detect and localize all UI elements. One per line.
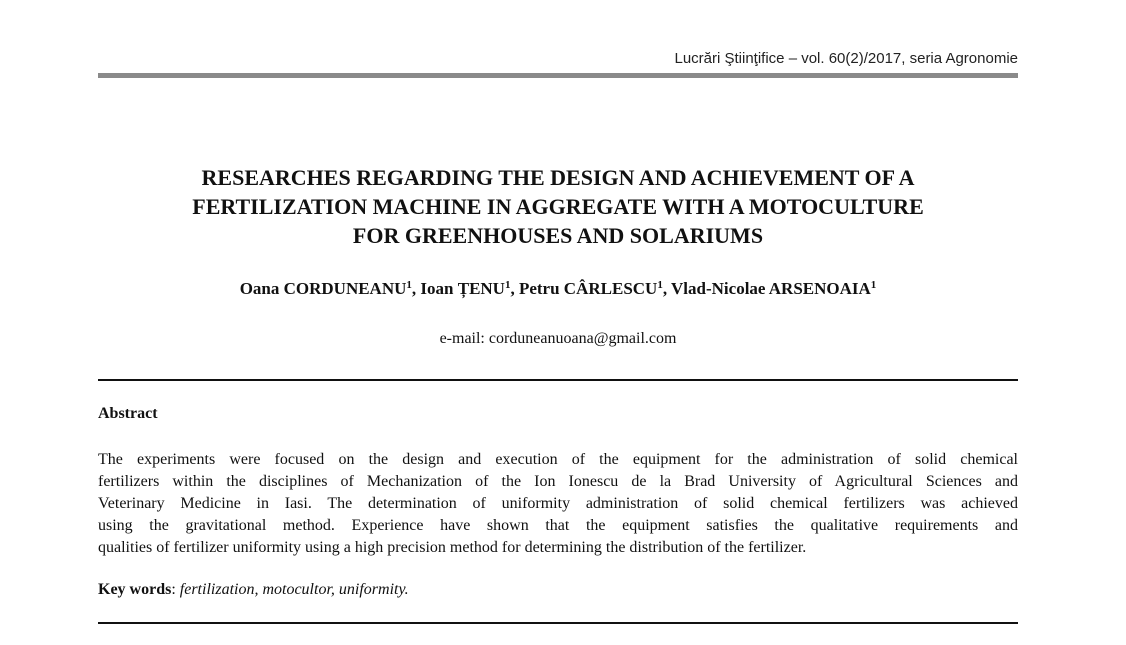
paper-title — [98, 163, 1018, 250]
author-affiliation: 1 — [406, 279, 412, 291]
author-email: e-mail: corduneanuoana@gmail.com — [439, 330, 677, 347]
title-line: FOR GREENHOUSES AND SOLARIUMS — [352, 223, 764, 248]
author-name: Ioan ȚENU — [420, 279, 505, 298]
keywords — [98, 581, 409, 599]
author-name: Vlad-Nicolae ARSENOAIA — [671, 279, 871, 298]
author-name: Petru CÂRLESCU — [518, 279, 658, 298]
author-list — [98, 277, 1018, 301]
title-line: RESEARCHES REGARDING THE DESIGN AND ACHIEVEMENT OF A — [201, 165, 915, 190]
journal-header: Lucrări Ştiinţifice – vol. 60(2)/2017, seria Agronomie — [674, 50, 1018, 67]
author-name: Oana CORDUNEANU — [239, 279, 407, 298]
abstract-heading: Abstract — [98, 405, 158, 422]
keywords-separator: : — [171, 581, 180, 598]
title-line: FERTILIZATION MACHINE IN AGGREGATE WITH A MOTOCULTURE — [192, 194, 924, 219]
header-rule — [98, 73, 1018, 78]
author-separator: , — [411, 279, 421, 298]
author-affiliation: 1 — [657, 279, 663, 291]
abstract-line: using the gravitational method. Experience have shown that the equipment satisfies the qualitative requirements and — [98, 517, 1018, 534]
author-affiliation: 1 — [870, 279, 877, 291]
abstract-bottom-rule — [98, 622, 1018, 624]
abstract-line: qualities of fertilizer uniformity using a high precision method for determining the distribution of the fertilizer. — [98, 539, 807, 556]
author-separator: , — [662, 279, 672, 298]
abstract-line: Veterinary Medicine in Iasi. The determination of uniformity administration of solid chemical fertilizers was achieved — [98, 495, 1018, 512]
author-affiliation: 1 — [504, 279, 511, 291]
author-separator: , — [510, 279, 519, 298]
abstract-body — [98, 449, 1018, 559]
abstract-line: The experiments were focused on the design and execution of the equipment for the administration of solid chemical — [98, 451, 1018, 468]
abstract-top-rule — [98, 379, 1018, 381]
abstract-line: fertilizers within the disciplines of Mechanization of the Ion Ionescu de la Brad University of Agricultural Sciences and — [98, 473, 1018, 490]
keywords-values: fertilization, motocultor, uniformity. — [179, 581, 409, 598]
keywords-label: Key words — [98, 581, 172, 598]
